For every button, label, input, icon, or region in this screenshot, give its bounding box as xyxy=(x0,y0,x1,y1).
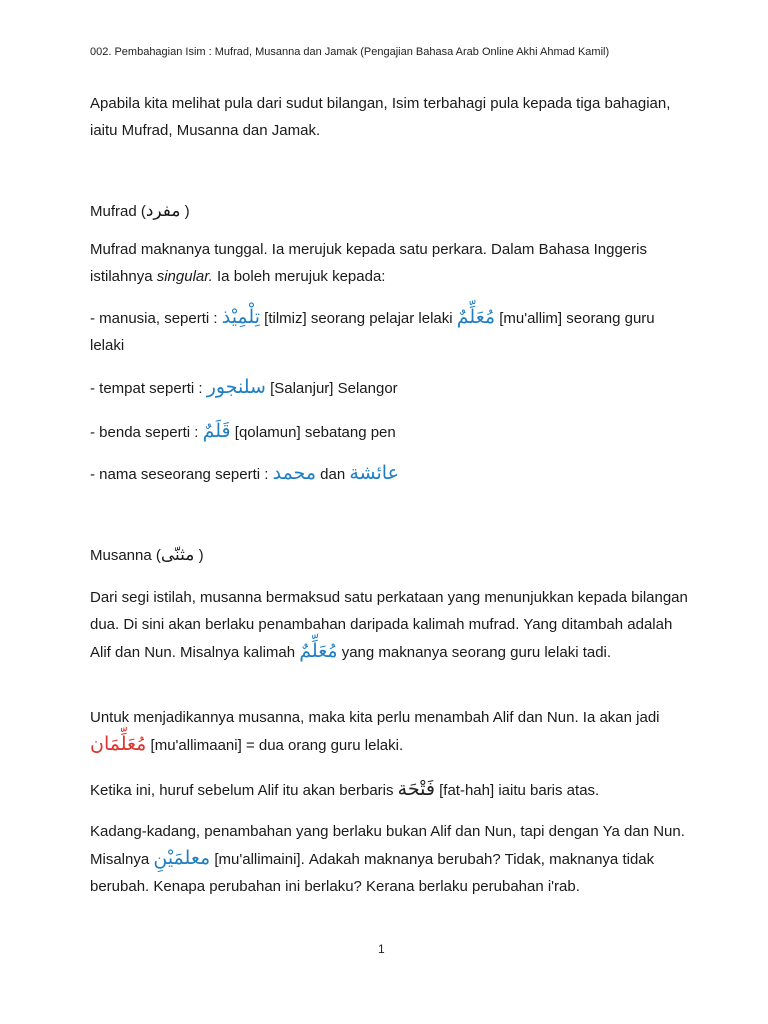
mufrad-heading-arabic: مفرد xyxy=(145,201,181,221)
manusia-arabic-muallim: مُعَلِّمٌ xyxy=(456,306,496,328)
musanna-paragraph-fathah xyxy=(90,776,690,804)
nama-middle: dan xyxy=(316,466,350,483)
musanna-paragraph-definition xyxy=(90,584,690,666)
musanna-paragraph-example xyxy=(90,704,690,759)
mufrad-heading xyxy=(90,198,690,225)
mufrad-example-manusia xyxy=(90,304,690,359)
musanna-heading-close: ) xyxy=(194,547,204,564)
musanna-paragraph-ya-nun xyxy=(90,818,690,900)
mufrad-paragraph-part1: Mufrad maknanya tunggal. Ia merujuk kepada satu perkara. Dalam Bahasa Inggeris istilahnya xyxy=(90,241,647,285)
manusia-prefix: - manusia, seperti : xyxy=(90,310,222,327)
musanna-heading-arabic: مثنّى xyxy=(160,545,195,565)
musanna-p4-part1: Kadang-kadang, penambahan yang berlaku bukan Alif dan Nun, tapi dengan Ya dan Nun. Misalnya xyxy=(90,823,685,868)
intro-paragraph: Apabila kita melihat pula dari sudut bilangan, Isim terbahagi pula kepada tiga bahagian, iaitu Mufrad, Musanna dan Jamak. xyxy=(90,95,671,139)
mufrad-paragraph-part2: Ia boleh merujuk kepada: xyxy=(212,268,386,285)
nama-arabic-aisyah: عائشة xyxy=(349,462,399,484)
manusia-suffix: [mu'allim] seorang guru lelaki xyxy=(90,310,655,354)
musanna-p1-part2: yang maknanya seorang guru lelaki tadi. xyxy=(337,644,612,661)
page-header: 002. Pembahagian Isim : Mufrad, Musanna dan Jamak (Pengajian Bahasa Arab Online Akhi Ahmad Kamil) xyxy=(90,46,610,58)
musanna-p1-part1: Dari segi istilah, musanna bermaksud satu perkataan yang menunjukkan kepada bilangan dua. Di sini akan berlaku penambahan daripada kalimah mufrad. Yang ditambah adalah Alif dan Nun. Misalnya kalimah xyxy=(90,589,688,661)
mufrad-example-nama xyxy=(90,460,690,488)
musanna-heading xyxy=(90,542,690,569)
mufrad-paragraph-italic: singular. xyxy=(156,268,213,285)
musanna-p3-arabic: فَتْحَة xyxy=(397,778,435,800)
benda-prefix: - benda seperti : xyxy=(90,424,203,441)
musanna-p2-part1: Untuk menjadikannya musanna, maka kita perlu menambah Alif dan Nun. Ia akan jadi xyxy=(90,709,660,726)
page-number: 1 xyxy=(378,942,385,956)
mufrad-paragraph xyxy=(90,236,690,290)
benda-arabic: قَلَمٌ xyxy=(202,420,231,442)
musanna-p3-part2: [fat-hah] iaitu baris atas. xyxy=(434,782,600,799)
musanna-heading-latin: Musanna ( xyxy=(90,547,161,564)
mufrad-heading-close: ) xyxy=(180,203,190,220)
musanna-p3-part1: Ketika ini, huruf sebelum Alif itu akan berbaris xyxy=(90,782,398,799)
musanna-p4-part2: [mu'allimaini]. Adakah maknanya berubah? Tidak, maknanya tidak berubah. Kenapa perubahan ini berlaku? Kerana berlaku perubahan i'rab. xyxy=(90,851,655,895)
nama-arabic-muhammad: محمد xyxy=(272,462,316,484)
mufrad-example-tempat xyxy=(90,374,690,402)
benda-suffix: [qolamun] sebatang pen xyxy=(230,424,396,441)
musanna-p1-arabic: مُعَلِّمٌ xyxy=(299,640,338,662)
tempat-prefix: - tempat seperti : xyxy=(90,380,207,397)
mufrad-example-benda xyxy=(90,418,690,446)
manusia-arabic-tilmiz: تِلْمِيْذ xyxy=(221,306,260,328)
tempat-arabic: سلنجور xyxy=(206,376,266,398)
manusia-middle: [tilmiz] seorang pelajar lelaki xyxy=(260,310,457,327)
tempat-suffix: [Salanjur] Selangor xyxy=(265,380,398,397)
nama-prefix: - nama seseorang seperti : xyxy=(90,466,273,483)
musanna-p2-arabic: مُعَلِّمَان xyxy=(90,733,147,755)
musanna-p2-part2: [mu'allimaani] = dua orang guru lelaki. xyxy=(146,737,404,754)
mufrad-heading-latin: Mufrad ( xyxy=(90,203,146,220)
musanna-p4-arabic: معلمَيْنِ xyxy=(153,847,211,869)
